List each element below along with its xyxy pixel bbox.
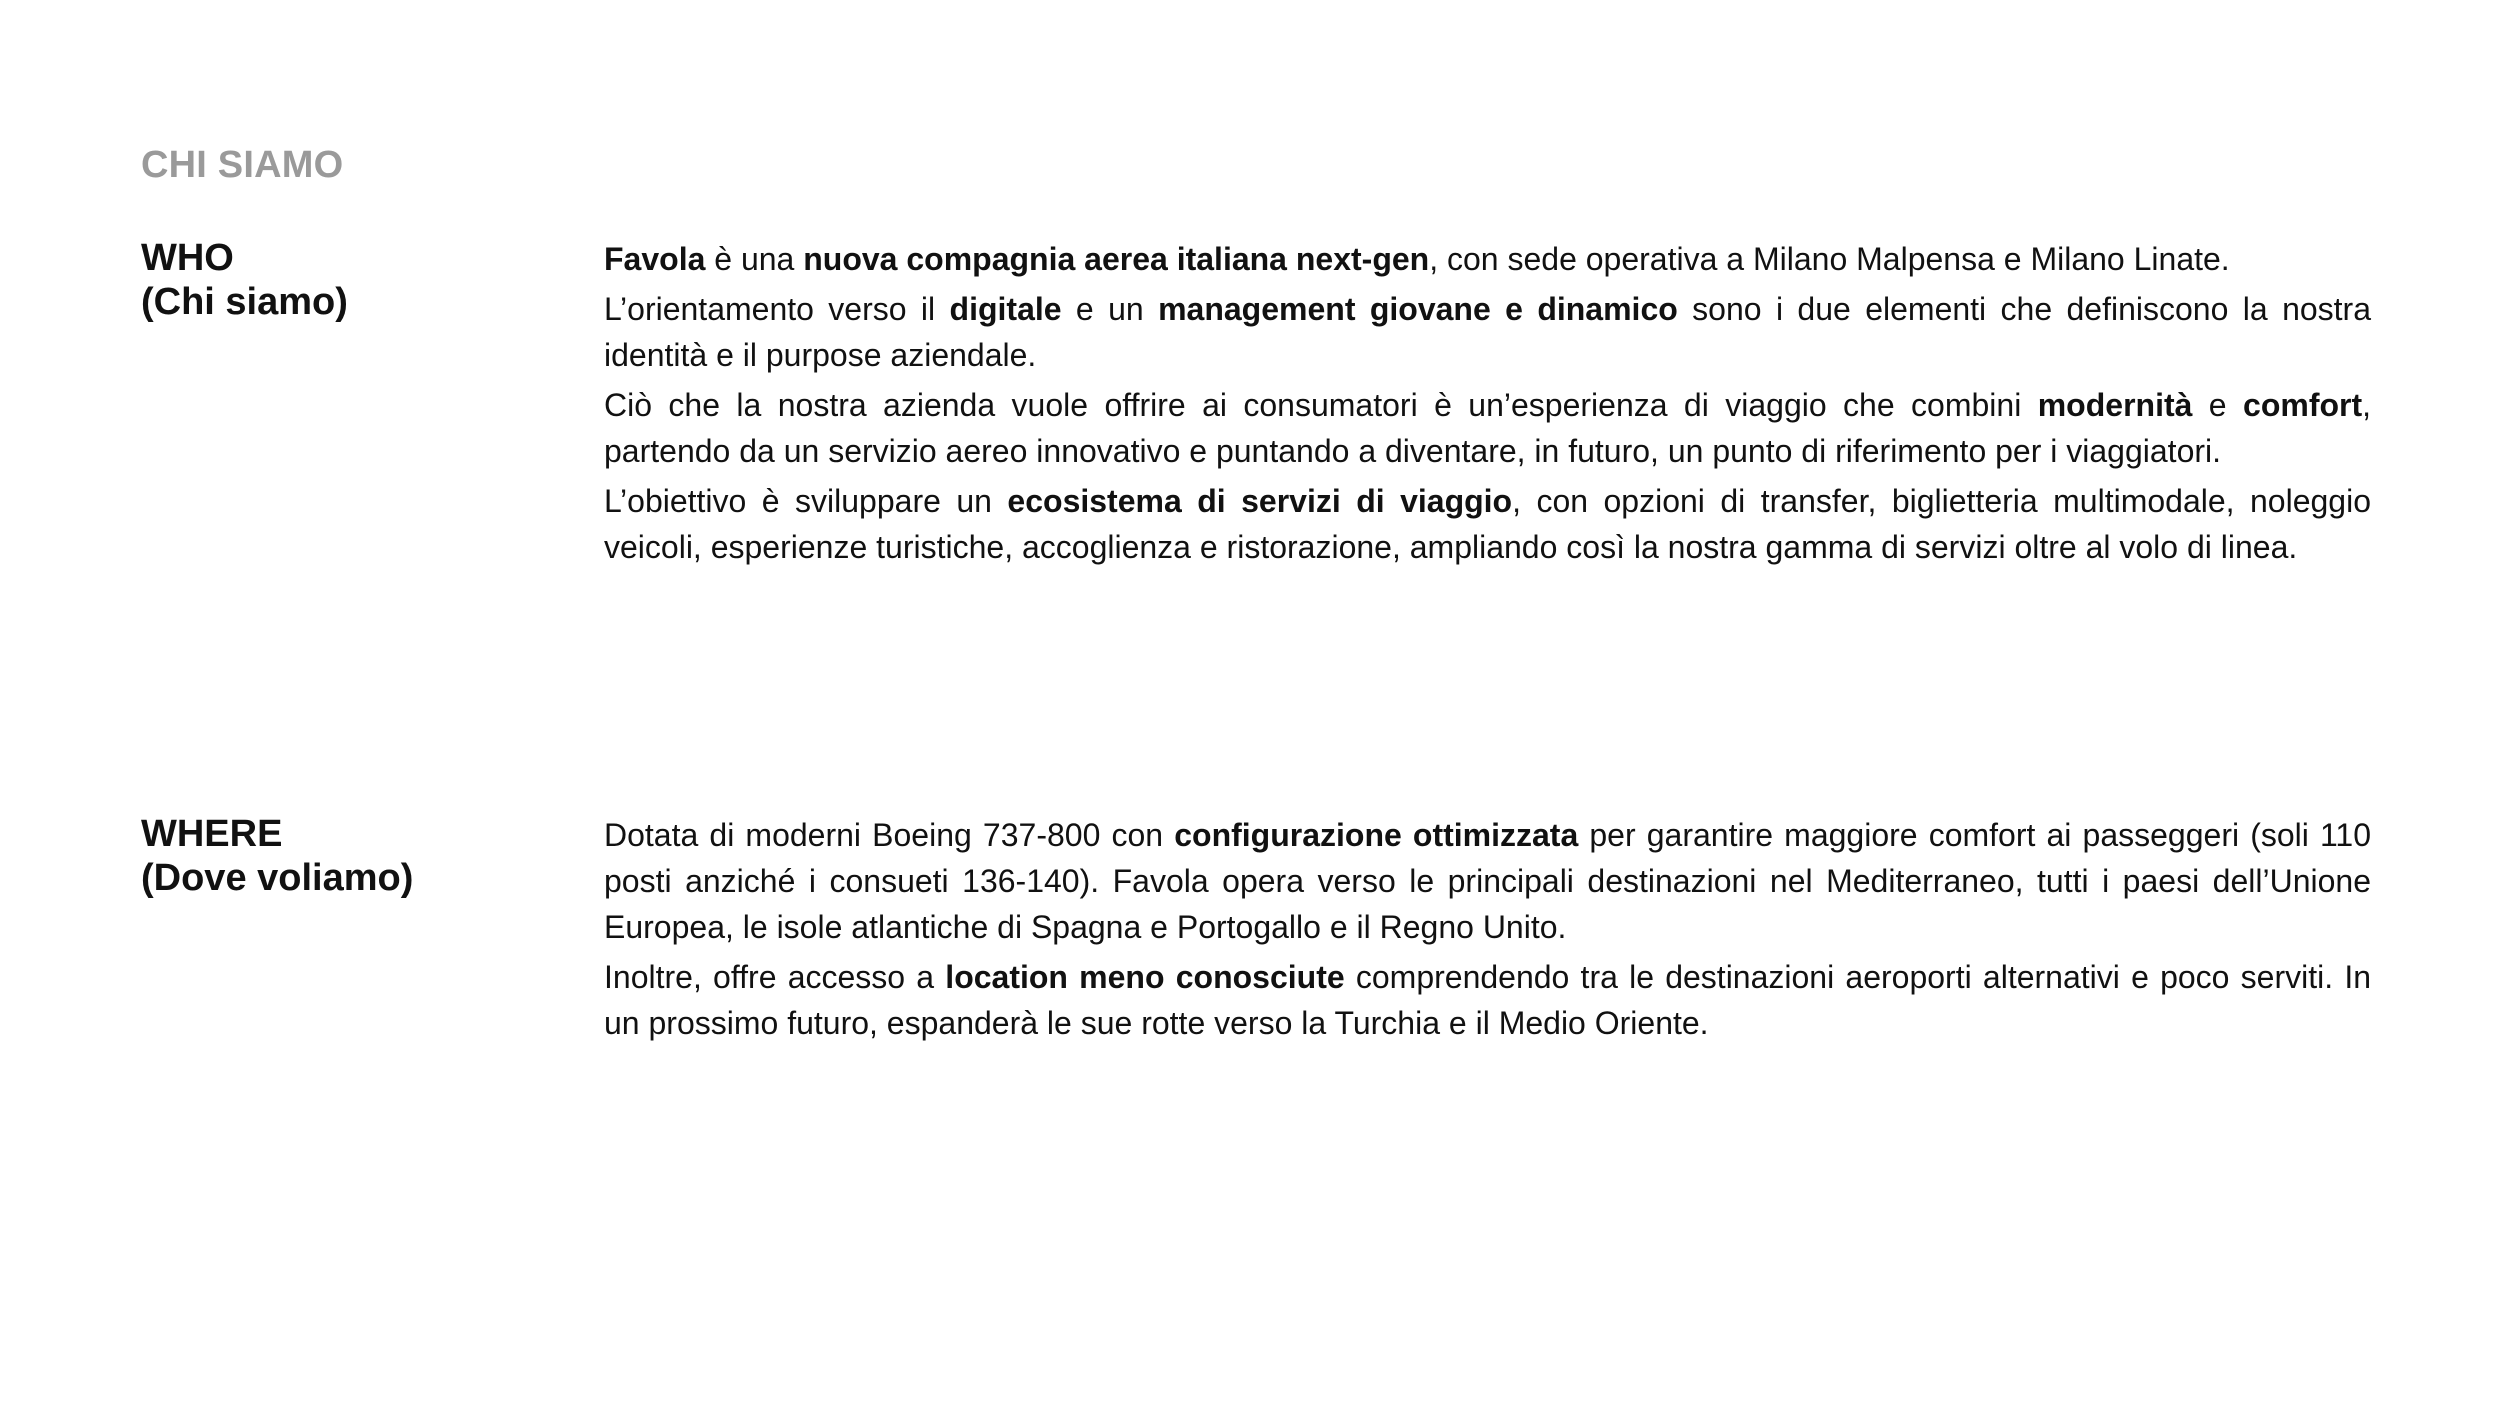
text-run: e — [2192, 387, 2244, 423]
who-paragraph-1 — [604, 236, 2371, 282]
text-run: , partendo da un servizio aereo innovativo e puntando a diventare, in futuro, un punto di riferimento per i viaggiatori. — [604, 387, 2372, 469]
bold-text-run: nuova compagnia aerea italiana next-gen — [803, 241, 1430, 277]
text-run: e un — [1061, 291, 1159, 327]
who-label — [141, 236, 561, 324]
bold-text-run: comfort — [2243, 387, 2363, 423]
text-run: per garantire maggiore comfort ai passeggeri (soli 110 posti anziché i consueti 136-140). Favola opera verso le principali destinazioni nel Mediterraneo, tutti i paesi dell’Unione Europea, le isole atlantiche di Spagna e Portogallo e il Regno Unito. — [604, 817, 2372, 945]
where-label-subtitle: (Dove voliamo) — [141, 857, 414, 899]
where-body — [604, 812, 2371, 1050]
text-run: è una — [705, 241, 804, 277]
text-run: L’orientamento verso il — [604, 291, 950, 327]
where-label-title: WHERE — [141, 813, 283, 855]
page-header: CHI SIAMO — [141, 144, 344, 186]
text-run: comprendendo tra le destinazioni aeroporti alternativi e poco serviti. In un prossimo futuro, espanderà le sue rotte verso la Turchia e il Medio Oriente. — [604, 959, 2372, 1041]
bold-text-run: location meno conosciute — [945, 959, 1345, 995]
bold-text-run: management giovane e dinamico — [1158, 291, 1678, 327]
who-label-title: WHO — [141, 237, 234, 279]
bold-text-run: modernità — [2037, 387, 2193, 423]
where-paragraph-2 — [604, 954, 2371, 1046]
text-run: , con opzioni di transfer, biglietteria multimodale, noleggio veicoli, esperienze turistiche, accoglienza e ristorazione, ampliando così la nostra gamma di servizi oltre al volo di linea. — [604, 483, 2372, 565]
who-paragraph-3 — [604, 382, 2371, 474]
who-body — [604, 236, 2371, 574]
text-run: L’obiettivo è sviluppare un — [604, 483, 1008, 519]
bold-text-run: digitale — [949, 291, 1062, 327]
text-run: Inoltre, offre accesso a — [604, 959, 946, 995]
bold-text-run: configurazione ottimizzata — [1174, 817, 1579, 853]
who-label-subtitle: (Chi siamo) — [141, 281, 348, 323]
text-run: , con sede operativa a Milano Malpensa e Milano Linate. — [1429, 241, 2230, 277]
text-run: sono i due elementi che definiscono la nostra identità e il purpose aziendale. — [604, 291, 2372, 373]
who-paragraph-2 — [604, 286, 2371, 378]
who-paragraph-4 — [604, 478, 2371, 570]
text-run: Dotata di moderni Boeing 737-800 con — [604, 817, 1175, 853]
where-label — [141, 812, 561, 900]
where-paragraph-1 — [604, 812, 2371, 950]
bold-text-run: Favola — [604, 241, 706, 277]
text-run: Ciò che la nostra azienda vuole offrire ai consumatori è un’esperienza di viaggio che combini — [604, 387, 2038, 423]
bold-text-run: ecosistema di servizi di viaggio — [1007, 483, 1513, 519]
